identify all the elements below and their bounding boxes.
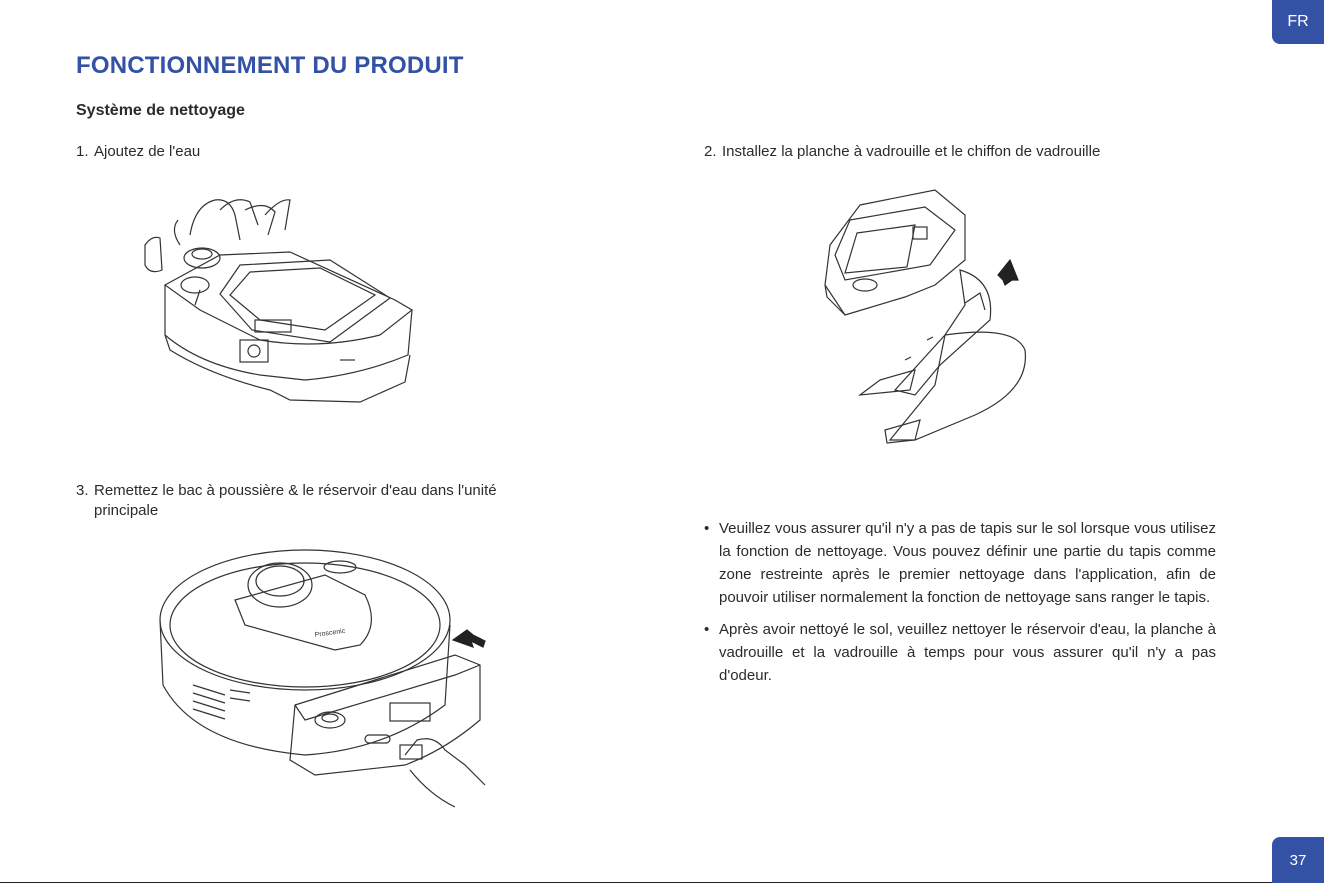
step-3 [76, 481, 497, 521]
step-1-text: Ajoutez de l'eau [94, 143, 201, 160]
step-2-number: 2. [704, 143, 717, 160]
water-tank-fill-illustration [140, 190, 425, 415]
step-2-text: Installez la planche à vadrouille et le chiffon de vadrouille [722, 143, 1101, 160]
robot-brand-label: Proscenic [314, 627, 346, 639]
bullet-icon: • [704, 520, 710, 537]
step-2 [704, 142, 1100, 162]
step-1 [76, 142, 200, 162]
step-3-line-1: Remettez le bac à poussière & le réservoir d'eau dans l'unité [94, 482, 497, 499]
page-number-tab: 37 [1272, 837, 1324, 883]
cleaning-notes [704, 517, 1216, 696]
language-tab: FR [1272, 0, 1324, 44]
step-1-number: 1. [76, 143, 89, 160]
note-item [704, 618, 1216, 687]
mop-plate-illustration [815, 185, 1035, 455]
note-text: Après avoir nettoyé le sol, veuillez nettoyer le réservoir d'eau, la planche à vadrouille et la vadrouille à temps pour vous assurer qu'il n'y a pas d'odeur. [719, 621, 1216, 684]
section-subtitle: Système de nettoyage [76, 102, 245, 119]
step-3-number: 3. [76, 482, 89, 499]
tank-insertion-illustration [155, 545, 495, 810]
page-title: FONCTIONNEMENT DU PRODUIT [76, 52, 464, 79]
bullet-icon: • [704, 621, 710, 638]
note-text: Veuillez vous assurer qu'il n'y a pas de tapis sur le sol lorsque vous utilisez la fonction de nettoyage. Vous pouvez définir une partie du tapis comme zone restreinte après le premier nettoyage dans l'application, afin de pouvoir utiliser normalement la fonction de nettoyage sans ranger le tapis. [719, 520, 1216, 606]
step-3-line-2: principale [94, 502, 159, 519]
note-item [704, 517, 1216, 609]
